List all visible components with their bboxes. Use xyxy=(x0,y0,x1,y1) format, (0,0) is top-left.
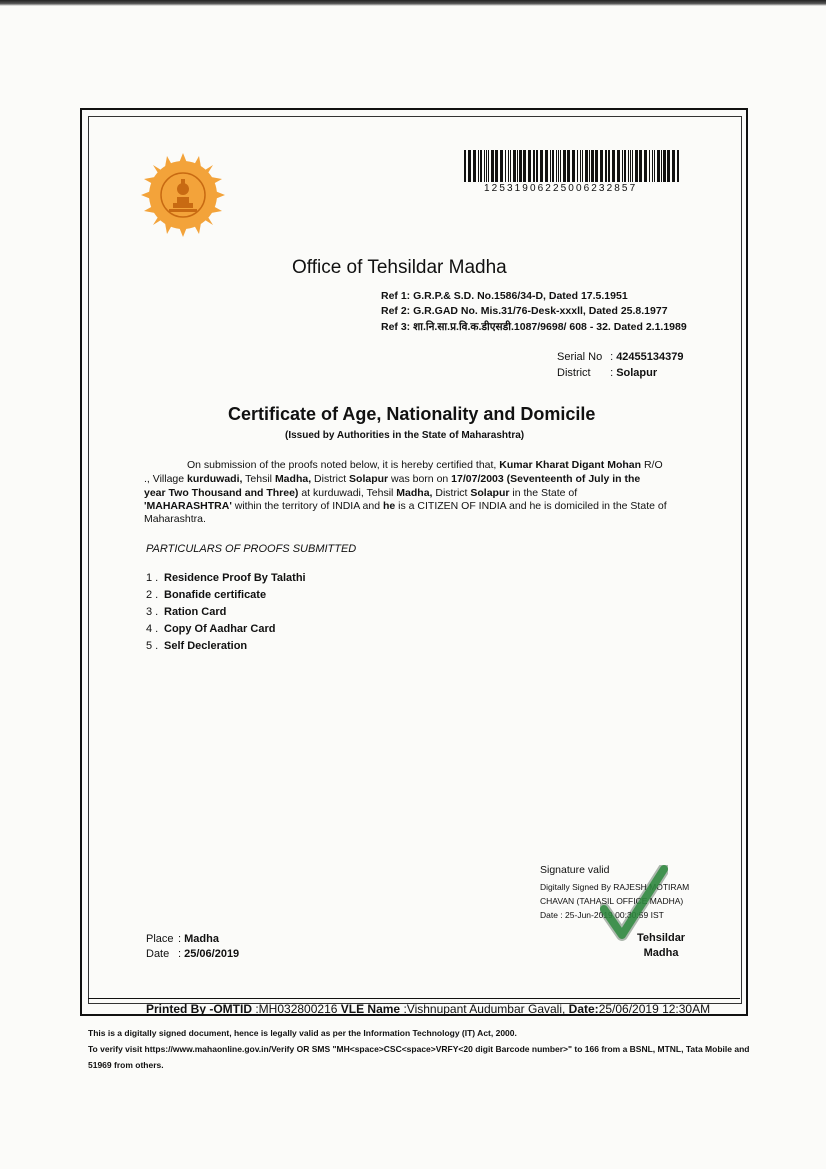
certificate-title: Certificate of Age, Nationality and Domicile xyxy=(228,404,596,424)
barcode-bar xyxy=(605,150,607,182)
barcode-bar xyxy=(585,150,588,182)
office-title: Office of Tehsildar Madha xyxy=(292,257,507,278)
barcode-bar xyxy=(612,150,615,182)
certificate-subtitle: (Issued by Authorities in the State of Maharashtra) xyxy=(285,430,525,441)
barcode-bar xyxy=(523,150,526,182)
barcode-bar xyxy=(617,150,620,182)
signature-date: Date : 25-Jun-2019 00:30:59 IST xyxy=(540,910,664,920)
body-line-2: ., Village kurduwadi, Tehsil Madha, District Solapur was born on 17/07/2003 (Seventeenth of July in the xyxy=(144,473,641,485)
barcode-bar xyxy=(488,150,489,182)
place: Place : Madha xyxy=(146,933,219,945)
barcode xyxy=(464,150,679,182)
signatory-block xyxy=(637,931,685,961)
barcode-bar xyxy=(500,150,503,182)
barcode-bar xyxy=(591,150,594,182)
barcode-bar xyxy=(654,150,655,182)
barcode-bar xyxy=(533,150,535,182)
barcode-bar xyxy=(567,150,570,182)
serial-number: Serial No : 42455134379 xyxy=(557,351,684,363)
barcode-bar xyxy=(600,150,603,182)
reference-1: Ref 1: G.R.P.& S.D. No.1586/34-D, Dated 17.5.1951 xyxy=(381,290,628,302)
barcode-bar xyxy=(657,150,660,182)
scan-edge xyxy=(0,0,826,6)
barcode-bar xyxy=(473,150,476,182)
barcode-bar xyxy=(635,150,638,182)
barcode-bar xyxy=(560,150,561,182)
serial-value: 42455134379 xyxy=(616,351,684,363)
barcode-bar xyxy=(639,150,642,182)
date-of-birth: 17/07/2003 (Seventeenth of July in the xyxy=(451,473,641,485)
barcode-bar xyxy=(486,150,487,182)
barcode-bar xyxy=(495,150,498,182)
barcode-bar xyxy=(491,150,494,182)
district-info: District : Solapur xyxy=(557,367,658,379)
barcode-bar xyxy=(550,150,551,182)
barcode-bar xyxy=(478,150,479,182)
barcode-bar xyxy=(661,150,662,182)
barcode-bar xyxy=(545,150,548,182)
barcode-bar xyxy=(556,150,557,182)
printed-by: Printed By -OMTID :MH032800216 VLE Name :Vishnupant Audumbar Gavali, Date:25/06/2019 12:30AM xyxy=(146,1002,711,1016)
barcode-bar xyxy=(672,150,675,182)
list-item: 4 . Copy Of Aadhar Card xyxy=(146,623,276,635)
barcode-bar xyxy=(572,150,575,182)
barcode-bar xyxy=(517,150,518,182)
signatory-designation: Tehsildar xyxy=(637,932,686,944)
reference-3: Ref 3: शा.नि.सा.प्र.वि.क.डीएसडी.1087/9698/ 608 - 32. Dated 2.1.1989 xyxy=(381,321,687,333)
barcode-bar xyxy=(644,150,647,182)
body-line-4: 'MAHARASHTRA' within the territory of INDIA and he is a CITIZEN OF INDIA and he is domiciled in the State of xyxy=(144,500,667,512)
list-item: 2 . Bonafide certificate xyxy=(146,589,267,601)
barcode-bar xyxy=(652,150,653,182)
applicant-name: Kumar Kharat Digant Mohan xyxy=(499,459,642,471)
signature-valid: Signature valid xyxy=(540,864,610,876)
barcode-bar xyxy=(508,150,509,182)
district-label: District xyxy=(557,367,591,379)
barcode-bar xyxy=(563,150,566,182)
barcode-bar xyxy=(480,150,482,182)
barcode-bar xyxy=(577,150,578,182)
signature-line-2: CHAVAN (TAHASIL OFFICE MADHA) xyxy=(540,896,684,906)
signatory-office: Madha xyxy=(643,947,679,959)
body-line-3: year Two Thousand and Three) at kurduwadi, Tehsil Madha, District Solapur in the State of xyxy=(144,487,578,499)
barcode-bar xyxy=(667,150,670,182)
divider xyxy=(88,998,740,999)
barcode-bar xyxy=(632,150,633,182)
footer-note-3: 51969 from others. xyxy=(88,1060,164,1070)
barcode-bar xyxy=(510,150,511,182)
barcode-bar xyxy=(630,150,631,182)
particulars-heading: PARTICULARS OF PROOFS SUBMITTED xyxy=(146,543,357,555)
barcode-bar xyxy=(589,150,590,182)
district-value: Solapur xyxy=(616,367,658,379)
barcode-bar xyxy=(519,150,522,182)
barcode-bar xyxy=(677,150,679,182)
barcode-bar xyxy=(580,150,581,182)
barcode-bar xyxy=(628,150,629,182)
barcode-bar xyxy=(649,150,650,182)
list-item: 3 . Ration Card xyxy=(146,606,227,618)
signature-line-1: Digitally Signed By RAJESH MOTIRAM xyxy=(540,882,690,892)
barcode-bar xyxy=(608,150,610,182)
signature-valid-check-icon xyxy=(600,865,668,941)
barcode-bar xyxy=(464,150,466,182)
barcode-bar xyxy=(595,150,598,182)
barcode-bar xyxy=(558,150,559,182)
barcode-bar xyxy=(528,150,531,182)
reference-2: Ref 2: G.R.GAD No. Mis.31/76-Desk-xxxll, Dated 25.8.1977 xyxy=(381,305,668,317)
list-item: 1 . Residence Proof By Talathi xyxy=(146,572,306,584)
barcode-bar xyxy=(663,150,666,182)
barcode-bar xyxy=(552,150,554,182)
footer-note-1: This is a digitally signed document, hence is legally valid as per the Information Technology (IT) Act, 2000. xyxy=(88,1028,517,1038)
issue-date: Date : 25/06/2019 xyxy=(146,948,240,960)
barcode-bar xyxy=(513,150,516,182)
barcode-bar xyxy=(624,150,626,182)
barcode-bar xyxy=(540,150,543,182)
body-line-5: Maharashtra. xyxy=(144,513,206,525)
barcode-number: 12531906225006232857 xyxy=(484,183,638,194)
proofs-list xyxy=(146,572,306,657)
maharashtra-seal-icon xyxy=(141,153,225,237)
body-line-1: On submission of the proofs noted below, it is hereby certified that, Kumar Kharat Digant Mohan R/O xyxy=(187,459,663,471)
footer-note-2: To verify visit https://www.mahaonline.gov.in/Verify OR SMS "MH<space>CSC<space>VRFY<20 digit Barcode number>" to 166 from a BSNL, MTNL, Tata Mobile and xyxy=(88,1044,750,1054)
barcode-bar xyxy=(505,150,506,182)
barcode-bar xyxy=(484,150,485,182)
barcode-bar xyxy=(536,150,538,182)
barcode-bar xyxy=(582,150,583,182)
serial-label: Serial No xyxy=(557,351,603,363)
barcode-bar xyxy=(468,150,471,182)
list-item: 5 . Self Decleration xyxy=(146,640,248,652)
barcode-bar xyxy=(622,150,623,182)
